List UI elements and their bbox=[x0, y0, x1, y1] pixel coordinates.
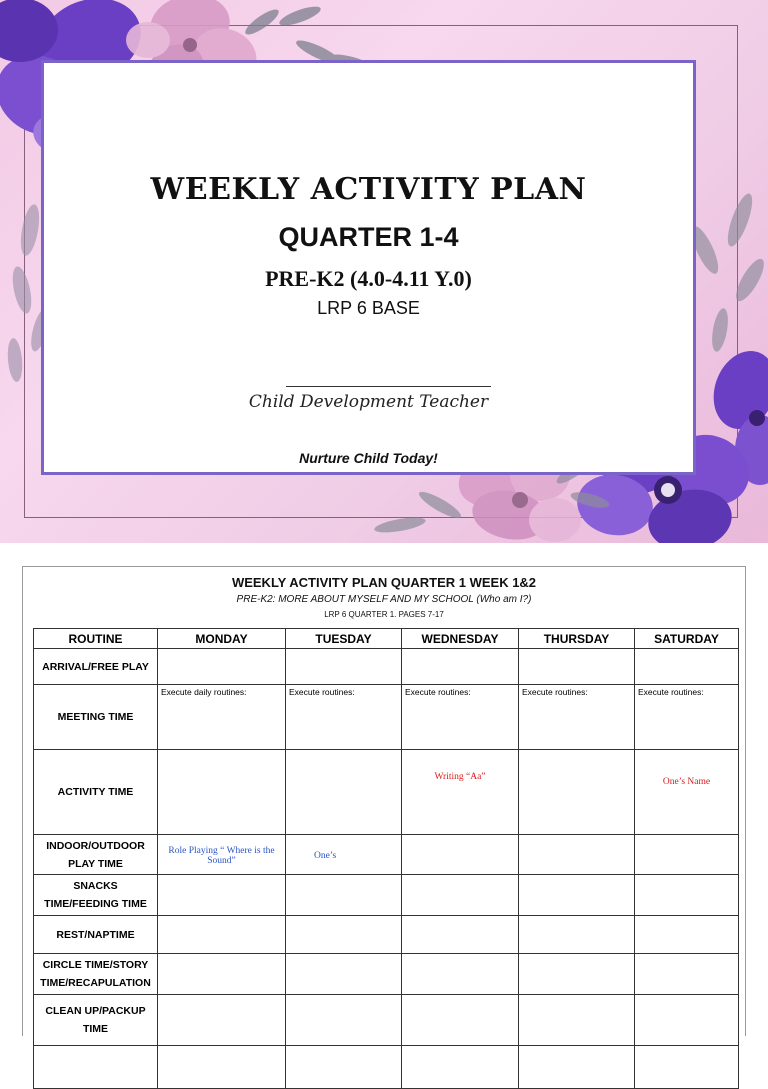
cover-page bbox=[0, 0, 768, 543]
table-cell bbox=[519, 750, 635, 835]
routine-name: SNACKS TIME/FEEDING TIME bbox=[34, 875, 158, 916]
table-cell bbox=[635, 995, 739, 1046]
play-note: Role Playing “ Where is the Sound” bbox=[168, 845, 275, 866]
routine-name: ACTIVITY TIME bbox=[34, 750, 158, 835]
cover-text-block bbox=[41, 60, 696, 475]
cover-tagline: Nurture Child Today! bbox=[299, 450, 438, 466]
header-tuesday: TUESDAY bbox=[286, 629, 402, 649]
table-cell bbox=[158, 1046, 286, 1089]
routine-name bbox=[34, 1046, 158, 1089]
header-routine: ROUTINE bbox=[34, 629, 158, 649]
header-monday: MONDAY bbox=[158, 629, 286, 649]
table-cell bbox=[158, 750, 286, 835]
plan-reference: LRP 6 QUARTER 1. PAGES 7-17 bbox=[324, 610, 444, 619]
header-saturday: SATURDAY bbox=[635, 629, 739, 649]
table-cell bbox=[286, 916, 402, 954]
routine-name: ARRIVAL/FREE PLAY bbox=[34, 649, 158, 685]
table-row bbox=[34, 916, 739, 954]
table-cell bbox=[286, 875, 402, 916]
table-cell bbox=[402, 954, 519, 995]
routine-name: CIRCLE TIME/STORY TIME/RECAPULATION bbox=[34, 954, 158, 995]
table-row bbox=[34, 750, 739, 835]
table-cell bbox=[519, 875, 635, 916]
table-cell bbox=[286, 750, 402, 835]
signature-line bbox=[286, 386, 491, 387]
table-cell bbox=[519, 916, 635, 954]
table-cell bbox=[635, 875, 739, 916]
table-cell bbox=[286, 954, 402, 995]
header-thursday: THURSDAY bbox=[519, 629, 635, 649]
plan-title: WEEKLY ACTIVITY PLAN QUARTER 1 WEEK 1&2 bbox=[231, 575, 537, 590]
cover-title: WEEKLY ACTIVITY PLAN bbox=[150, 172, 587, 207]
table-cell bbox=[402, 835, 519, 875]
table-cell: Execute routines: bbox=[402, 685, 519, 750]
table-cell bbox=[158, 916, 286, 954]
table-row bbox=[34, 649, 739, 685]
table-cell bbox=[519, 649, 635, 685]
table-cell bbox=[519, 954, 635, 995]
table-cell bbox=[635, 954, 739, 995]
cover-base: LRP 6 BASE bbox=[317, 298, 420, 318]
table-cell bbox=[635, 1046, 739, 1089]
table-cell: Execute daily routines: bbox=[158, 685, 286, 750]
table-cell bbox=[402, 875, 519, 916]
table-cell bbox=[402, 750, 519, 835]
table-row bbox=[34, 835, 739, 875]
table-cell bbox=[519, 995, 635, 1046]
table-cell bbox=[286, 835, 402, 875]
table-row bbox=[34, 685, 739, 750]
table-cell bbox=[158, 954, 286, 995]
table-cell bbox=[402, 649, 519, 685]
table-cell bbox=[286, 649, 402, 685]
table-cell bbox=[635, 916, 739, 954]
table-cell bbox=[286, 995, 402, 1046]
table-row bbox=[34, 875, 739, 916]
table-row bbox=[34, 1046, 739, 1089]
table-cell bbox=[635, 750, 739, 835]
table-cell bbox=[158, 875, 286, 916]
table-cell: Execute routines: bbox=[286, 685, 402, 750]
routine-name: CLEAN UP/PACKUP TIME bbox=[34, 995, 158, 1046]
cover-level: PRE-K2 (4.0-4.11 Y.0) bbox=[265, 266, 472, 291]
table-cell: Execute routines: bbox=[635, 685, 739, 750]
table-cell bbox=[519, 835, 635, 875]
table-row bbox=[34, 995, 739, 1046]
table-header-row bbox=[34, 629, 739, 649]
signature-caption: Child Development Teacher bbox=[248, 392, 489, 412]
plan-subtitle: PRE-K2: MORE ABOUT MYSELF AND MY SCHOOL (Who am I?) bbox=[236, 594, 532, 605]
routine-name: MEETING TIME bbox=[34, 685, 158, 750]
table-row bbox=[34, 954, 739, 995]
table-cell bbox=[158, 649, 286, 685]
routine-name: INDOOR/OUTDOOR PLAY TIME bbox=[34, 835, 158, 875]
table-cell bbox=[519, 1046, 635, 1089]
table-cell bbox=[635, 835, 739, 875]
table-cell bbox=[402, 916, 519, 954]
table-cell bbox=[158, 995, 286, 1046]
activity-note: Writing “Aa” bbox=[434, 772, 486, 782]
activity-plan-page bbox=[22, 566, 746, 1036]
table-cell bbox=[286, 1046, 402, 1089]
play-note: One’s bbox=[314, 850, 337, 861]
table-cell bbox=[635, 649, 739, 685]
activity-note: One’s Name bbox=[662, 777, 711, 787]
table-cell bbox=[402, 995, 519, 1046]
routine-name: REST/NAPTIME bbox=[34, 916, 158, 954]
cover-quarter: QUARTER 1-4 bbox=[278, 222, 459, 252]
table-cell: Execute routines: bbox=[519, 685, 635, 750]
table-cell bbox=[158, 835, 286, 875]
activity-plan-table bbox=[33, 628, 739, 1089]
header-wednesday: WEDNESDAY bbox=[402, 629, 519, 649]
table-cell bbox=[402, 1046, 519, 1089]
